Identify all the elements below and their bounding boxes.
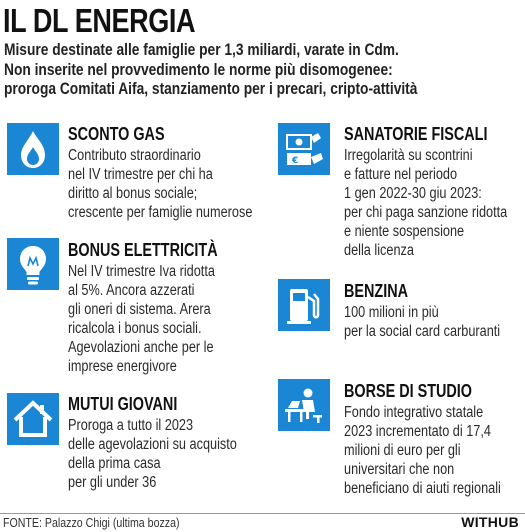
text-line: Irregolarità su scontrini (344, 147, 473, 164)
text-line: Contributo straordinario (68, 147, 201, 164)
text-line: e niente sospensione (344, 223, 465, 240)
text-bonus-elettricita (68, 262, 273, 376)
text-line: gli oneri di sistema. Arera (68, 301, 211, 318)
text-line: milioni di euro per gli (344, 442, 461, 459)
text-line: Agevolazioni anche per le (68, 339, 214, 356)
heading-sconto-gas: SCONTO GAS (68, 124, 165, 144)
brand-logo: WITHUB (461, 514, 519, 530)
footer-divider (0, 513, 525, 514)
text-line: della prima casa (68, 455, 161, 472)
text-line: beneficiano di aiuti regionali (344, 480, 501, 497)
text-borse-di-studio (344, 403, 525, 498)
student-desk-icon (278, 379, 330, 431)
heading-mutui-giovani: MUTUI GIOVANI (68, 394, 178, 414)
text-line: per gli under 36 (68, 474, 157, 491)
subtitle-line: Misure destinate alle famiglie per 1,3 miliardi, varate in Cdm. (4, 40, 399, 59)
text-line: ricalcola i bonus sociali. (68, 320, 202, 337)
subtitle (4, 40, 506, 99)
heading-borse-di-studio: BORSE DI STUDIO (344, 381, 473, 401)
text-line: al 5%. Ancora azzerati (68, 282, 195, 299)
lightbulb-icon (7, 238, 59, 290)
house-icon (7, 393, 59, 445)
heading-bonus-elettricita: BONUS ELETTRICITÀ (68, 240, 218, 260)
text-line: della licenza (344, 242, 414, 259)
source-note: FONTE: Palazzo Chigi (ultima bozza) (3, 516, 180, 530)
text-line: diritto al bonus sociale; (68, 185, 198, 202)
text-line: 100 milioni in più (344, 304, 439, 321)
text-line: 2023 incrementato di 17,4 (344, 423, 491, 440)
flame-icon (7, 123, 59, 175)
text-line: imprese energivore (68, 358, 177, 375)
text-mutui-giovani (68, 416, 273, 492)
text-sanatorie-fiscali (344, 146, 525, 260)
text-line: universitari che non (344, 461, 455, 478)
heading-sanatorie-fiscali: SANATORIE FISCALI (344, 124, 488, 144)
cash-payment-icon (278, 123, 330, 175)
fuel-pump-icon (278, 279, 330, 331)
text-sconto-gas (68, 146, 273, 222)
text-line: per la social card carburanti (344, 323, 501, 340)
text-line: 1 gen 2022-30 giu 2023: (344, 185, 482, 202)
text-line: Proroga a tutto il 2023 (68, 417, 194, 434)
text-line: delle agevolazioni su acquisto (68, 436, 237, 453)
subtitle-line: proroga Comitati Aifa, stanziamento per i precari, cripto-attività (4, 79, 418, 98)
text-line: e fatture nel periodo (344, 166, 458, 183)
text-benzina (344, 303, 525, 341)
text-line: per chi paga sanzione ridotta (344, 204, 508, 221)
page-title: IL DL ENERGIA (3, 2, 196, 39)
text-line: Fondo integrativo statale (344, 404, 484, 421)
text-line: crescente per famiglie numerose (68, 204, 253, 221)
subtitle-line: Non inserite nel provvedimento le norme più disomogenee: (4, 59, 393, 79)
heading-benzina: BENZINA (344, 281, 408, 301)
text-line: Nel IV trimestre Iva ridotta (68, 263, 215, 280)
text-line: nel IV trimestre per chi ha (68, 166, 213, 183)
svg-text:€: € (292, 156, 299, 166)
